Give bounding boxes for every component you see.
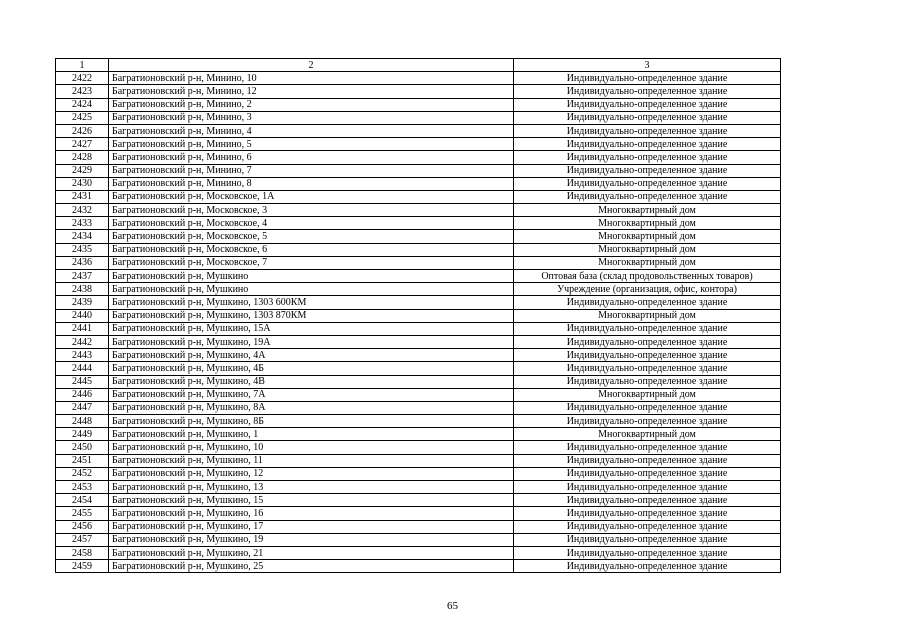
table-row	[56, 217, 781, 230]
table-row	[56, 415, 781, 428]
object-type-cell: Индивидуально-определенное здание	[514, 401, 781, 414]
object-type-cell: Индивидуально-определенное здание	[514, 507, 781, 520]
object-type-cell: Индивидуально-определенное здание	[514, 138, 781, 151]
table-row	[56, 177, 781, 190]
row-number-cell: 2426	[56, 124, 109, 137]
table-row	[56, 111, 781, 124]
table-row	[56, 401, 781, 414]
address-cell: Багратионовский р-н, Мушкино, 1303 600КМ	[109, 296, 514, 309]
object-type-cell: Индивидуально-определенное здание	[514, 164, 781, 177]
address-cell: Багратионовский р-н, Минино, 4	[109, 124, 514, 137]
table-row	[56, 546, 781, 559]
row-number-cell: 2437	[56, 270, 109, 283]
row-number-cell: 2455	[56, 507, 109, 520]
page-number: 65	[447, 600, 458, 612]
address-cell: Багратионовский р-н, Мушкино, 19	[109, 533, 514, 546]
row-number-cell: 2449	[56, 428, 109, 441]
address-cell: Багратионовский р-н, Мушкино	[109, 270, 514, 283]
table-row	[56, 349, 781, 362]
table-row	[56, 388, 781, 401]
address-cell: Багратионовский р-н, Московское, 5	[109, 230, 514, 243]
object-type-cell: Индивидуально-определенное здание	[514, 335, 781, 348]
row-number-cell: 2453	[56, 481, 109, 494]
table-row	[56, 124, 781, 137]
row-number-cell: 2428	[56, 151, 109, 164]
column-header-2: 2	[109, 59, 514, 72]
address-cell: Багратионовский р-н, Мушкино, 10	[109, 441, 514, 454]
row-number-cell: 2457	[56, 533, 109, 546]
table-row	[56, 138, 781, 151]
object-type-cell: Индивидуально-определенное здание	[514, 151, 781, 164]
table-row	[56, 454, 781, 467]
table-row	[56, 164, 781, 177]
table-row	[56, 283, 781, 296]
address-cell: Багратионовский р-н, Минино, 6	[109, 151, 514, 164]
object-type-cell: Индивидуально-определенное здание	[514, 72, 781, 85]
table-row	[56, 151, 781, 164]
object-type-cell: Индивидуально-определенное здание	[514, 375, 781, 388]
row-number-cell: 2459	[56, 560, 109, 573]
address-cell: Багратионовский р-н, Мушкино, 17	[109, 520, 514, 533]
table-row	[56, 309, 781, 322]
row-number-cell: 2450	[56, 441, 109, 454]
object-type-cell: Многоквартирный дом	[514, 388, 781, 401]
address-cell: Багратионовский р-н, Московское, 6	[109, 243, 514, 256]
table-row	[56, 204, 781, 217]
column-header-1: 1	[56, 59, 109, 72]
row-number-cell: 2441	[56, 322, 109, 335]
row-number-cell: 2425	[56, 111, 109, 124]
table-row	[56, 481, 781, 494]
object-type-cell: Индивидуально-определенное здание	[514, 415, 781, 428]
object-type-cell: Индивидуально-определенное здание	[514, 454, 781, 467]
object-type-cell: Индивидуально-определенное здание	[514, 322, 781, 335]
object-type-cell: Индивидуально-определенное здание	[514, 520, 781, 533]
table-row	[56, 270, 781, 283]
row-number-cell: 2458	[56, 546, 109, 559]
row-number-cell: 2452	[56, 467, 109, 480]
row-number-cell: 2448	[56, 415, 109, 428]
address-cell: Багратионовский р-н, Мушкино, 19А	[109, 335, 514, 348]
row-number-cell: 2422	[56, 72, 109, 85]
address-cell: Багратионовский р-н, Минино, 3	[109, 111, 514, 124]
row-number-cell: 2427	[56, 138, 109, 151]
address-cell: Багратионовский р-н, Мушкино, 4Б	[109, 362, 514, 375]
row-number-cell: 2431	[56, 190, 109, 203]
object-type-cell: Индивидуально-определенное здание	[514, 124, 781, 137]
address-cell: Багратионовский р-н, Мушкино, 4А	[109, 349, 514, 362]
table-row	[56, 256, 781, 269]
object-type-cell: Многоквартирный дом	[514, 256, 781, 269]
object-type-cell: Многоквартирный дом	[514, 243, 781, 256]
object-type-cell: Индивидуально-определенное здание	[514, 533, 781, 546]
address-cell: Багратионовский р-н, Мушкино, 15А	[109, 322, 514, 335]
table-row	[56, 520, 781, 533]
object-type-cell: Индивидуально-определенное здание	[514, 190, 781, 203]
object-type-cell: Индивидуально-определенное здание	[514, 441, 781, 454]
object-type-cell: Индивидуально-определенное здание	[514, 349, 781, 362]
table-row	[56, 467, 781, 480]
table-row	[56, 441, 781, 454]
object-type-cell: Многоквартирный дом	[514, 230, 781, 243]
object-type-cell: Многоквартирный дом	[514, 217, 781, 230]
registry-table	[55, 58, 781, 573]
address-cell: Багратионовский р-н, Мушкино, 1303 870КМ	[109, 309, 514, 322]
object-type-cell: Индивидуально-определенное здание	[514, 481, 781, 494]
object-type-cell: Индивидуально-определенное здание	[514, 111, 781, 124]
address-cell: Багратионовский р-н, Минино, 2	[109, 98, 514, 111]
table-row	[56, 560, 781, 573]
address-cell: Багратионовский р-н, Минино, 8	[109, 177, 514, 190]
object-type-cell: Индивидуально-определенное здание	[514, 560, 781, 573]
object-type-cell: Индивидуально-определенное здание	[514, 546, 781, 559]
address-cell: Багратионовский р-н, Московское, 3	[109, 204, 514, 217]
row-number-cell: 2445	[56, 375, 109, 388]
object-type-cell: Учреждение (организация, офис, контора)	[514, 283, 781, 296]
row-number-cell: 2432	[56, 204, 109, 217]
row-number-cell: 2444	[56, 362, 109, 375]
row-number-cell: 2430	[56, 177, 109, 190]
address-cell: Багратионовский р-н, Московское, 4	[109, 217, 514, 230]
row-number-cell: 2423	[56, 85, 109, 98]
table-row	[56, 296, 781, 309]
row-number-cell: 2456	[56, 520, 109, 533]
table-row	[56, 230, 781, 243]
row-number-cell: 2435	[56, 243, 109, 256]
address-cell: Багратионовский р-н, Мушкино, 25	[109, 560, 514, 573]
address-cell: Багратионовский р-н, Мушкино, 13	[109, 481, 514, 494]
address-cell: Багратионовский р-н, Мушкино, 15	[109, 494, 514, 507]
column-header-3: 3	[514, 59, 781, 72]
row-number-cell: 2451	[56, 454, 109, 467]
address-cell: Багратионовский р-н, Минино, 5	[109, 138, 514, 151]
object-type-cell: Многоквартирный дом	[514, 204, 781, 217]
address-cell: Багратионовский р-н, Минино, 12	[109, 85, 514, 98]
row-number-cell: 2434	[56, 230, 109, 243]
object-type-cell: Индивидуально-определенное здание	[514, 296, 781, 309]
table-row	[56, 335, 781, 348]
address-cell: Багратионовский р-н, Мушкино, 1	[109, 428, 514, 441]
object-type-cell: Индивидуально-определенное здание	[514, 362, 781, 375]
address-cell: Багратионовский р-н, Мушкино, 11	[109, 454, 514, 467]
table-row	[56, 243, 781, 256]
address-cell: Багратионовский р-н, Мушкино, 8Б	[109, 415, 514, 428]
address-cell: Багратионовский р-н, Минино, 7	[109, 164, 514, 177]
table-row	[56, 322, 781, 335]
address-cell: Багратионовский р-н, Минино, 10	[109, 72, 514, 85]
row-number-cell: 2438	[56, 283, 109, 296]
object-type-cell: Многоквартирный дом	[514, 309, 781, 322]
table-row	[56, 85, 781, 98]
table-row	[56, 375, 781, 388]
row-number-cell: 2454	[56, 494, 109, 507]
row-number-cell: 2446	[56, 388, 109, 401]
row-number-cell: 2447	[56, 401, 109, 414]
object-type-cell: Индивидуально-определенное здание	[514, 467, 781, 480]
address-cell: Багратионовский р-н, Московское, 1А	[109, 190, 514, 203]
address-cell: Багратионовский р-н, Мушкино, 12	[109, 467, 514, 480]
address-cell: Багратионовский р-н, Мушкино, 7А	[109, 388, 514, 401]
object-type-cell: Многоквартирный дом	[514, 428, 781, 441]
row-number-cell: 2436	[56, 256, 109, 269]
table-row	[56, 494, 781, 507]
table-header-row	[56, 59, 781, 72]
row-number-cell: 2443	[56, 349, 109, 362]
table-row	[56, 72, 781, 85]
address-cell: Багратионовский р-н, Мушкино	[109, 283, 514, 296]
table-row	[56, 507, 781, 520]
object-type-cell: Оптовая база (склад продовольственных товаров)	[514, 270, 781, 283]
table-row	[56, 428, 781, 441]
table-row	[56, 190, 781, 203]
table-row	[56, 98, 781, 111]
row-number-cell: 2424	[56, 98, 109, 111]
row-number-cell: 2433	[56, 217, 109, 230]
address-cell: Багратионовский р-н, Мушкино, 21	[109, 546, 514, 559]
address-cell: Багратионовский р-н, Мушкино, 4В	[109, 375, 514, 388]
object-type-cell: Индивидуально-определенное здание	[514, 494, 781, 507]
table-row	[56, 533, 781, 546]
object-type-cell: Индивидуально-определенное здание	[514, 85, 781, 98]
row-number-cell: 2442	[56, 335, 109, 348]
row-number-cell: 2440	[56, 309, 109, 322]
object-type-cell: Индивидуально-определенное здание	[514, 98, 781, 111]
row-number-cell: 2429	[56, 164, 109, 177]
object-type-cell: Индивидуально-определенное здание	[514, 177, 781, 190]
address-cell: Багратионовский р-н, Мушкино, 16	[109, 507, 514, 520]
table-row	[56, 362, 781, 375]
row-number-cell: 2439	[56, 296, 109, 309]
address-cell: Багратионовский р-н, Московское, 7	[109, 256, 514, 269]
address-cell: Багратионовский р-н, Мушкино, 8А	[109, 401, 514, 414]
